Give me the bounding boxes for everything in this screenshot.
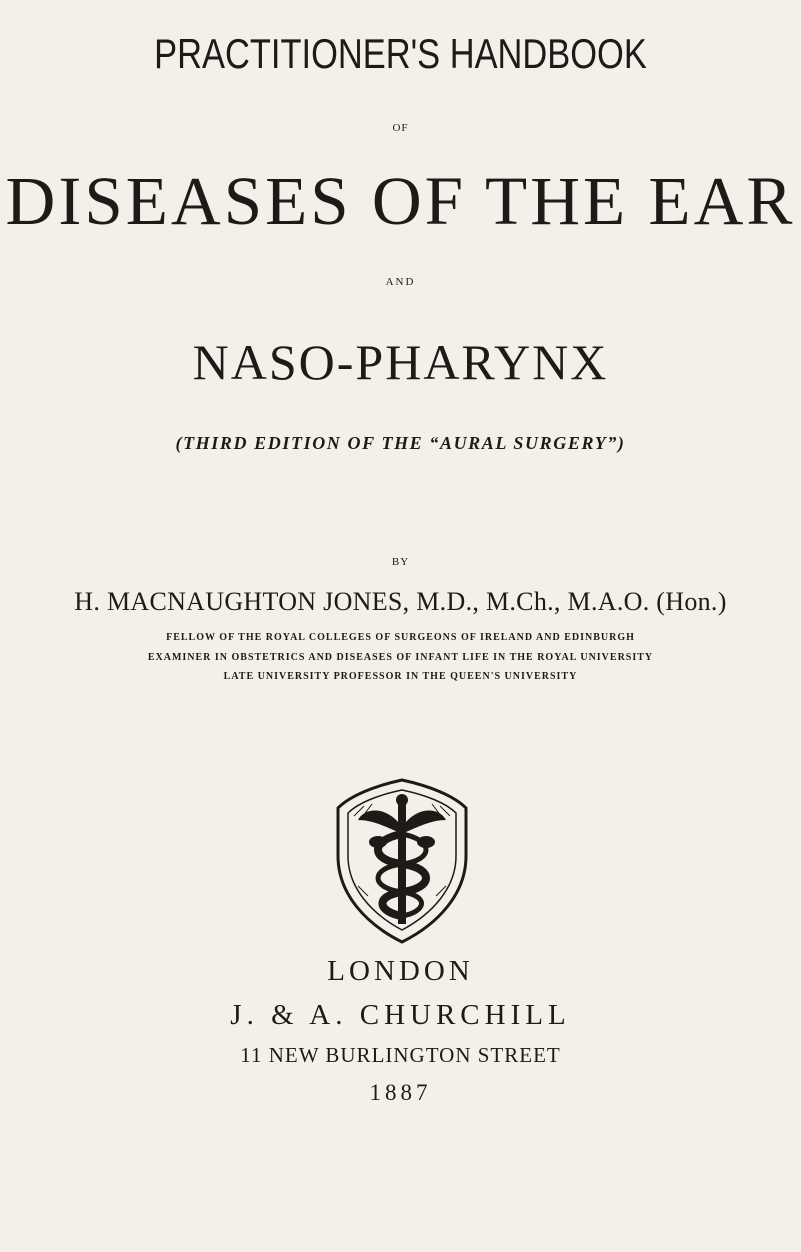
series-title: PRACTITIONER'S HANDBOOK bbox=[154, 30, 647, 77]
publisher-name: J. & A. CHURCHILL bbox=[230, 999, 571, 1031]
by-word: BY bbox=[391, 556, 410, 568]
publication-year: 1887 bbox=[369, 1080, 432, 1105]
credential-line: LATE UNIVERSITY PROFESSOR IN THE QUEEN'S UNIVERSITY bbox=[223, 671, 578, 682]
publication-city: LONDON bbox=[327, 955, 474, 987]
credential-line: FELLOW OF THE ROYAL COLLEGES OF SURGEONS OF IRELAND AND EDINBURGH bbox=[166, 632, 635, 643]
credential-line: EXAMINER IN OBSTETRICS AND DISEASES OF INFANT LIFE IN THE ROYAL UNIVERSITY bbox=[147, 652, 654, 663]
of-word: OF bbox=[392, 122, 409, 134]
caduceus-shield-icon bbox=[334, 776, 470, 946]
main-title: DISEASES OF THE EAR bbox=[5, 163, 796, 239]
publisher-address: 11 NEW BURLINGTON STREET bbox=[240, 1043, 561, 1067]
edition-note: (THIRD EDITION OF THE “AURAL SURGERY”) bbox=[175, 433, 626, 453]
and-word: AND bbox=[385, 276, 416, 288]
subtitle: NASO-PHARYNX bbox=[192, 334, 609, 390]
author-name: H. MACNAUGHTON JONES, M.D., M.Ch., M.A.O. (Hon.) bbox=[74, 587, 727, 616]
